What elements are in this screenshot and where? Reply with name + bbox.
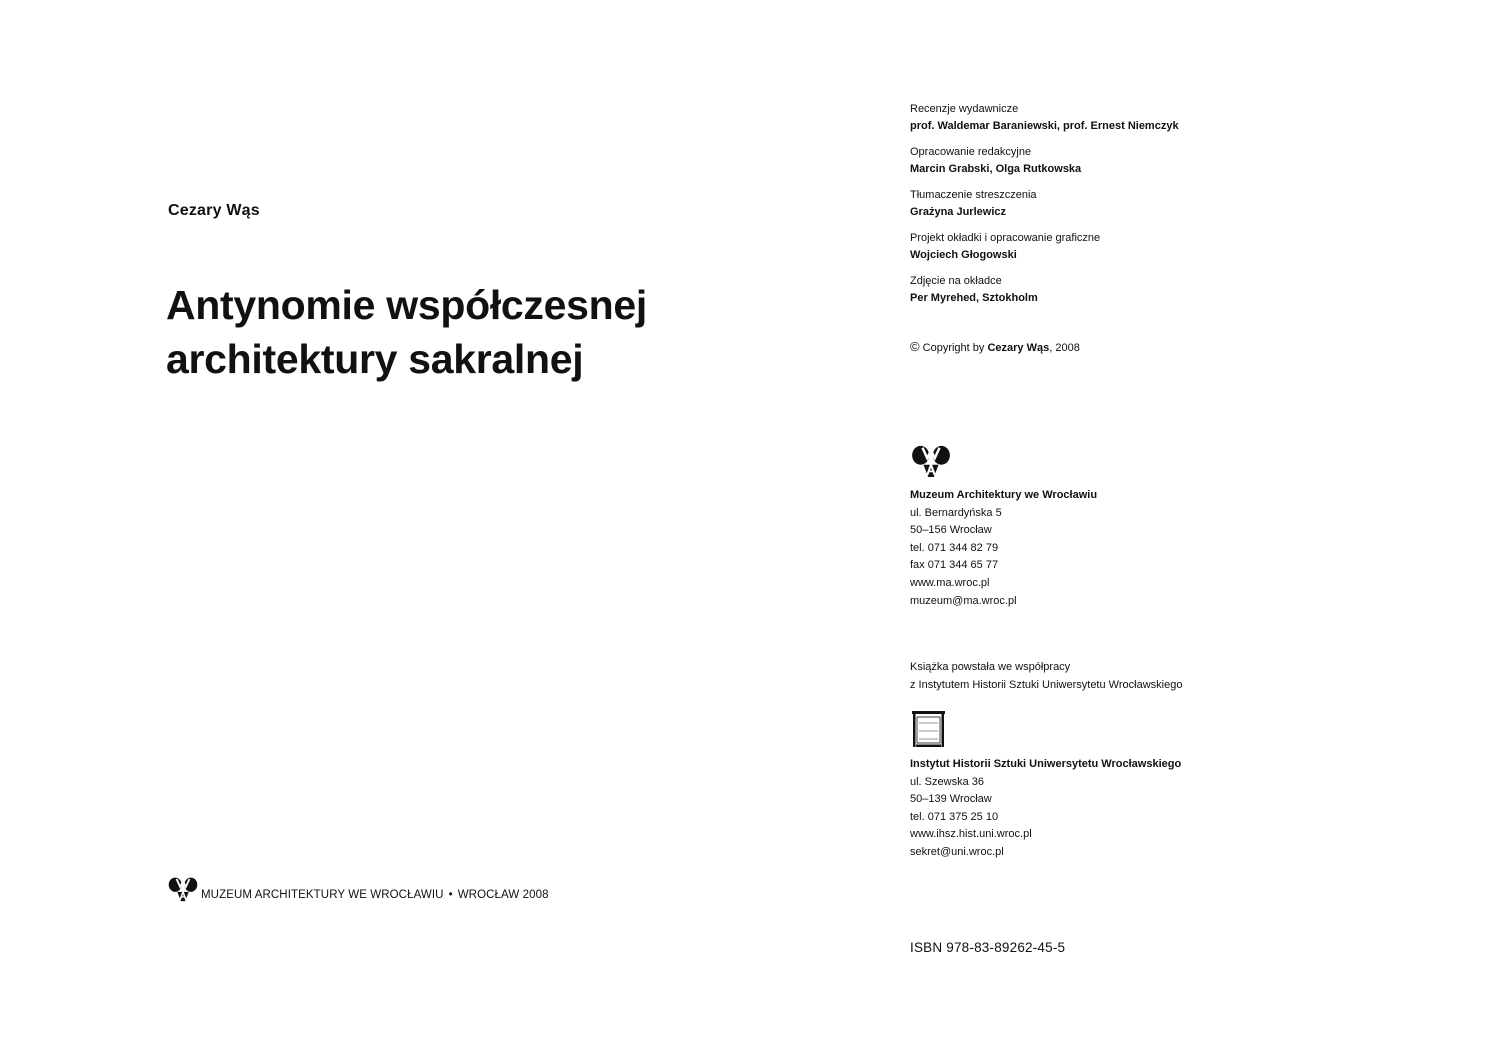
credit-reviewers xyxy=(910,101,1179,135)
institute-street: ul. Szewska 36 xyxy=(910,775,984,788)
institute-logo-icon xyxy=(911,710,946,748)
credit-photo xyxy=(910,273,1179,307)
cooperation-line-1: Książka powstała we współpracy xyxy=(910,661,1071,673)
right-page xyxy=(750,0,1500,1061)
credit-role: Zdjęcie na okładce xyxy=(910,275,1002,287)
credit-editors xyxy=(910,144,1179,178)
copyright-prefix: Copyright by xyxy=(919,342,988,354)
footer-place-year: WROCŁAW 2008 xyxy=(457,889,549,901)
museum-name: Muzeum Architektury we Wrocławiu xyxy=(910,489,1098,501)
footer-publisher: MUZEUM ARCHITEKTURY WE WROCŁAWIU xyxy=(201,889,444,901)
institute-address xyxy=(910,756,1181,862)
museum-logo-icon xyxy=(168,876,198,902)
museum-email: muzeum@ma.wroc.pl xyxy=(910,594,1017,607)
credit-names: Wojciech Głogowski xyxy=(910,249,1017,261)
footer-bullet: • xyxy=(448,889,453,901)
museum-street: ul. Bernardyńska 5 xyxy=(910,506,1002,519)
credit-designer xyxy=(910,230,1179,264)
credit-names: Marcin Grabski, Olga Rutkowska xyxy=(910,163,1082,175)
copyright-line xyxy=(910,339,1080,354)
author-name: Cezary Wąs xyxy=(168,202,260,219)
credit-role: Projekt okładki i opracowanie graficzne xyxy=(910,232,1101,244)
copyright-year: , 2008 xyxy=(1049,342,1080,354)
book-title xyxy=(166,278,726,386)
credits-list xyxy=(910,101,1179,316)
institute-www: www.ihsz.hist.uni.wroc.pl xyxy=(910,828,1032,841)
credit-names: prof. Waldemar Baraniewski, prof. Ernest Niemczyk xyxy=(910,120,1179,132)
title-line-1: Antynomie współczesnej xyxy=(166,282,647,328)
isbn: ISBN 978-83-89262-45-5 xyxy=(910,940,1066,955)
credit-translator xyxy=(910,187,1179,221)
institute-name: Instytut Historii Sztuki Uniwersytetu Wrocławskiego xyxy=(910,758,1182,770)
publisher-footer xyxy=(168,876,549,902)
museum-www: www.ma.wroc.pl xyxy=(910,576,990,589)
cooperation-line-2: z Instytutem Historii Sztuki Uniwersytetu Wrocławskiego xyxy=(910,679,1183,691)
credit-names: Per Myrehed, Sztokholm xyxy=(910,292,1038,304)
copyright-holder: Cezary Wąs xyxy=(987,342,1050,354)
institute-tel: tel. 071 375 25 10 xyxy=(910,810,999,823)
museum-tel: tel. 071 344 82 79 xyxy=(910,541,999,554)
title-line-2: architektury sakralnej xyxy=(166,336,584,382)
credit-names: Grażyna Jurlewicz xyxy=(910,206,1006,218)
museum-city: 50–156 Wrocław xyxy=(910,524,992,537)
museum-fax: fax 071 344 65 77 xyxy=(910,559,999,572)
museum-address xyxy=(910,487,1097,610)
credit-role: Recenzje wydawnicze xyxy=(910,103,1019,115)
credit-role: Tłumaczenie streszczenia xyxy=(910,189,1037,201)
institute-city: 50–139 Wrocław xyxy=(910,793,992,806)
museum-logo-icon xyxy=(910,444,952,478)
copyright-symbol: © xyxy=(910,339,920,354)
institute-email: sekret@uni.wroc.pl xyxy=(910,845,1004,858)
footer-text xyxy=(201,889,549,902)
credit-role: Opracowanie redakcyjne xyxy=(910,146,1032,158)
cooperation-note xyxy=(910,658,1182,694)
